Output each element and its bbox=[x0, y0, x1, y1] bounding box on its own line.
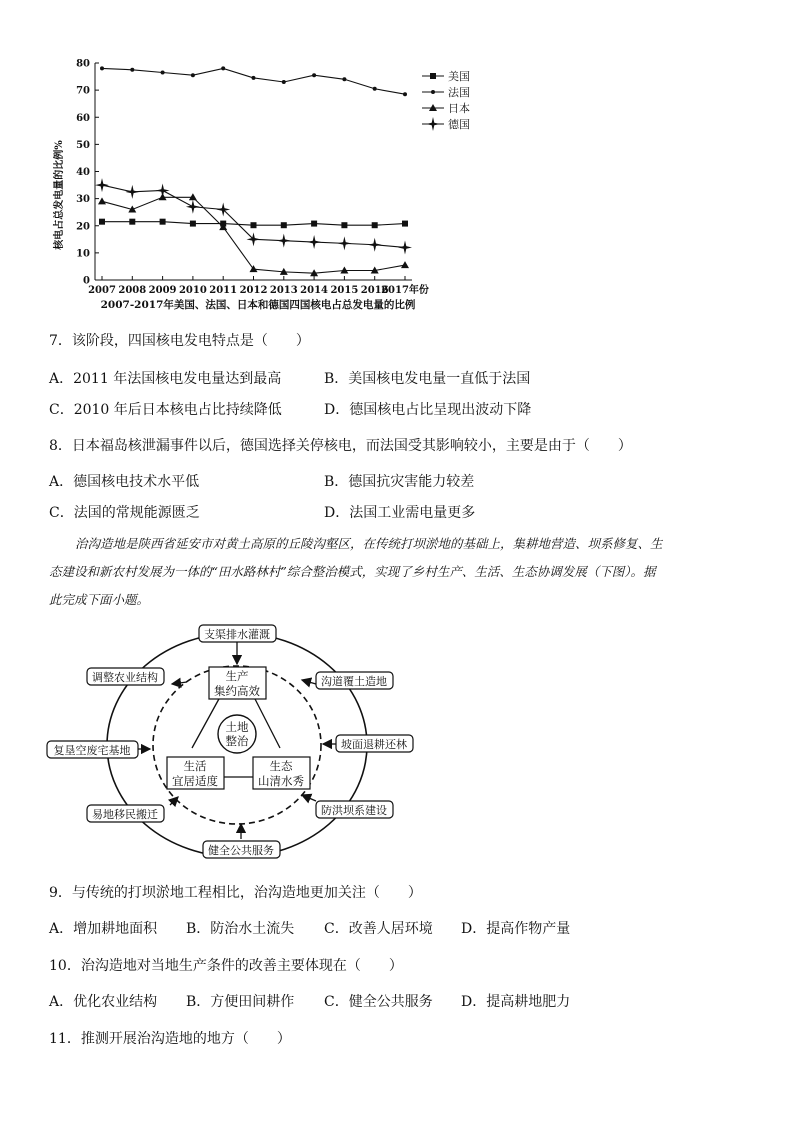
data-point-1-2 bbox=[161, 70, 165, 74]
data-point-3-9 bbox=[368, 238, 382, 252]
land-consolidation-diagram bbox=[40, 620, 420, 865]
outer-label-bottom: 健全公共服务 bbox=[208, 844, 274, 857]
question-8-option-b[interactable]: B．德国抗灾害能力较差 bbox=[324, 474, 475, 490]
data-point-0-2 bbox=[160, 219, 166, 225]
data-point-0-1 bbox=[129, 219, 135, 225]
ecology-label-1: 生态 bbox=[269, 759, 293, 773]
production-label-1: 生产 bbox=[225, 669, 249, 683]
data-point-3-8 bbox=[337, 236, 351, 250]
y-tick-label: 70 bbox=[76, 85, 90, 97]
y-tick-label: 10 bbox=[76, 248, 90, 260]
data-point-0-10 bbox=[402, 221, 408, 227]
data-point-3-2 bbox=[156, 183, 170, 197]
question-9-stem: 9．与传统的打坝淤地工程相比，治沟造地更加关注（ ） bbox=[49, 885, 422, 901]
data-point-2-0 bbox=[98, 197, 106, 204]
series-line-1 bbox=[102, 68, 405, 94]
question-7-option-c[interactable]: C．2010 年后日本核电占比持续降低 bbox=[49, 402, 282, 418]
y-tick-label: 40 bbox=[76, 167, 90, 178]
center-label-1: 土地 bbox=[225, 720, 249, 734]
data-point-0-3 bbox=[190, 221, 196, 227]
x-tick-label: 2013 bbox=[269, 285, 298, 296]
question-8-option-a[interactable]: A．德国核电技术水平低 bbox=[49, 474, 200, 490]
center-label-2: 整治 bbox=[225, 734, 249, 748]
data-point-3-0 bbox=[95, 178, 109, 192]
data-point-0-6 bbox=[281, 222, 287, 228]
data-point-3-10 bbox=[398, 240, 412, 254]
data-point-0-8 bbox=[341, 222, 347, 228]
question-11-stem: 11．推测开展治沟造地的地方（ ） bbox=[49, 1031, 291, 1047]
data-point-1-4 bbox=[221, 66, 225, 70]
question-10-option-d[interactable]: D．提高耕地肥力 bbox=[461, 994, 571, 1010]
x-tick-label: 2012 bbox=[239, 285, 268, 296]
question-9-option-a[interactable]: A．增加耕地面积 bbox=[49, 921, 158, 937]
question-10-option-c[interactable]: C．健全公共服务 bbox=[324, 994, 433, 1010]
data-point-1-0 bbox=[100, 66, 104, 70]
y-tick-label: 0 bbox=[83, 275, 90, 287]
legend-label: 日本 bbox=[448, 102, 470, 115]
x-tick-label: 2015 bbox=[330, 285, 359, 296]
reading-passage bbox=[49, 530, 749, 614]
data-point-1-8 bbox=[342, 77, 346, 81]
passage-line-2: 态建设和新农村发展为一体的“田水路林村”综合整治模式，实现了乡村生产、生活、生态协调发展（下图）。据 bbox=[49, 564, 656, 579]
data-point-0-0 bbox=[99, 219, 105, 225]
life-label-1: 生活 bbox=[183, 759, 207, 773]
data-point-1-9 bbox=[373, 87, 377, 91]
passage-line-3: 此完成下面小题。 bbox=[49, 592, 150, 607]
y-tick-label: 30 bbox=[76, 194, 90, 206]
data-point-1-10 bbox=[403, 92, 407, 96]
outer-label-top-right: 沟道覆土造地 bbox=[321, 675, 387, 688]
data-point-0-7 bbox=[311, 221, 317, 227]
outer-label-left: 复垦空废宅基地 bbox=[53, 744, 131, 757]
data-point-2-10 bbox=[401, 261, 409, 268]
question-9-option-b[interactable]: B．防治水土流失 bbox=[186, 921, 295, 937]
x-tick-label: 2016 bbox=[360, 285, 389, 296]
x-tick-label: 2010 bbox=[178, 285, 207, 296]
legend-marker bbox=[426, 117, 440, 131]
nuclear-share-chart bbox=[40, 45, 500, 315]
outer-label-top-left: 调整农业结构 bbox=[92, 671, 158, 684]
legend-label: 美国 bbox=[448, 70, 470, 83]
x-tick-label: 2007 bbox=[88, 285, 116, 296]
y-tick-label: 60 bbox=[76, 112, 90, 124]
chart-title: 2007-2017年美国、法国、日本和德国四国核电占总发电量的比例 bbox=[100, 299, 416, 311]
legend-label: 德国 bbox=[448, 118, 470, 131]
question-10-option-a[interactable]: A．优化农业结构 bbox=[49, 994, 158, 1010]
y-tick-label: 50 bbox=[76, 139, 90, 151]
question-7-option-b[interactable]: B．美国核电发电量一直低于法国 bbox=[324, 371, 531, 387]
ecology-label-2: 山清水秀 bbox=[258, 774, 304, 788]
data-point-3-7 bbox=[307, 235, 321, 249]
data-point-1-3 bbox=[191, 73, 195, 77]
production-label-2: 集约高效 bbox=[214, 684, 260, 698]
x-tick-label: 2017年份 bbox=[381, 285, 429, 296]
x-tick-label: 2014 bbox=[300, 285, 329, 296]
question-9-option-c[interactable]: C．改善人居环境 bbox=[324, 921, 433, 937]
legend-marker bbox=[431, 90, 435, 94]
data-point-1-6 bbox=[282, 80, 286, 84]
question-7-option-a[interactable]: A．2011 年法国核电发电量达到最高 bbox=[49, 371, 282, 387]
question-8-stem: 8．日本福岛核泄漏事件以后，德国选择关停核电，而法国受其影响较小，主要是由于（ ） bbox=[49, 438, 632, 454]
question-10-option-b[interactable]: B．方便田间耕作 bbox=[186, 994, 295, 1010]
passage-line-1: 治沟造地是陕西省延安市对黄土高原的丘陵沟壑区，在传统打坝淤地的基础上，集耕地营造、坝系修复、生 bbox=[75, 536, 663, 551]
data-point-0-5 bbox=[251, 222, 257, 228]
x-tick-label: 2008 bbox=[118, 285, 147, 296]
data-point-0-9 bbox=[372, 222, 378, 228]
question-8-option-d[interactable]: D．法国工业需电量更多 bbox=[324, 505, 476, 521]
data-point-1-5 bbox=[252, 76, 256, 80]
question-7-stem: 7．该阶段，四国核电发电特点是（ ） bbox=[49, 333, 310, 349]
outer-label-top: 支渠排水灌溉 bbox=[204, 628, 270, 641]
y-tick-label: 20 bbox=[76, 221, 90, 233]
y-tick-label: 80 bbox=[76, 58, 90, 70]
chart-y-label: 核电占总发电量的比例% bbox=[54, 140, 65, 250]
data-point-1-7 bbox=[312, 73, 316, 77]
question-9-option-d[interactable]: D．提高作物产量 bbox=[461, 921, 571, 937]
x-tick-label: 2009 bbox=[148, 285, 177, 296]
legend-marker bbox=[430, 73, 436, 79]
legend-label: 法国 bbox=[448, 86, 470, 99]
x-tick-label: 2011 bbox=[209, 285, 238, 296]
question-8-option-c[interactable]: C．法国的常规能源匮乏 bbox=[49, 505, 200, 521]
outer-label-bottom-left: 易地移民搬迁 bbox=[92, 808, 158, 821]
outer-label-bottom-right: 防洪坝系建设 bbox=[321, 804, 387, 817]
outer-label-right: 坡面退耕还林 bbox=[341, 738, 407, 751]
data-point-1-1 bbox=[130, 68, 134, 72]
data-point-3-6 bbox=[277, 234, 291, 248]
question-7-option-d[interactable]: D．德国核电占比呈现出波动下降 bbox=[324, 402, 532, 418]
life-label-2: 宜居适度 bbox=[172, 774, 218, 788]
question-10-stem: 10．治沟造地对当地生产条件的改善主要体现在（ ） bbox=[49, 958, 403, 974]
data-point-3-1 bbox=[125, 185, 139, 199]
